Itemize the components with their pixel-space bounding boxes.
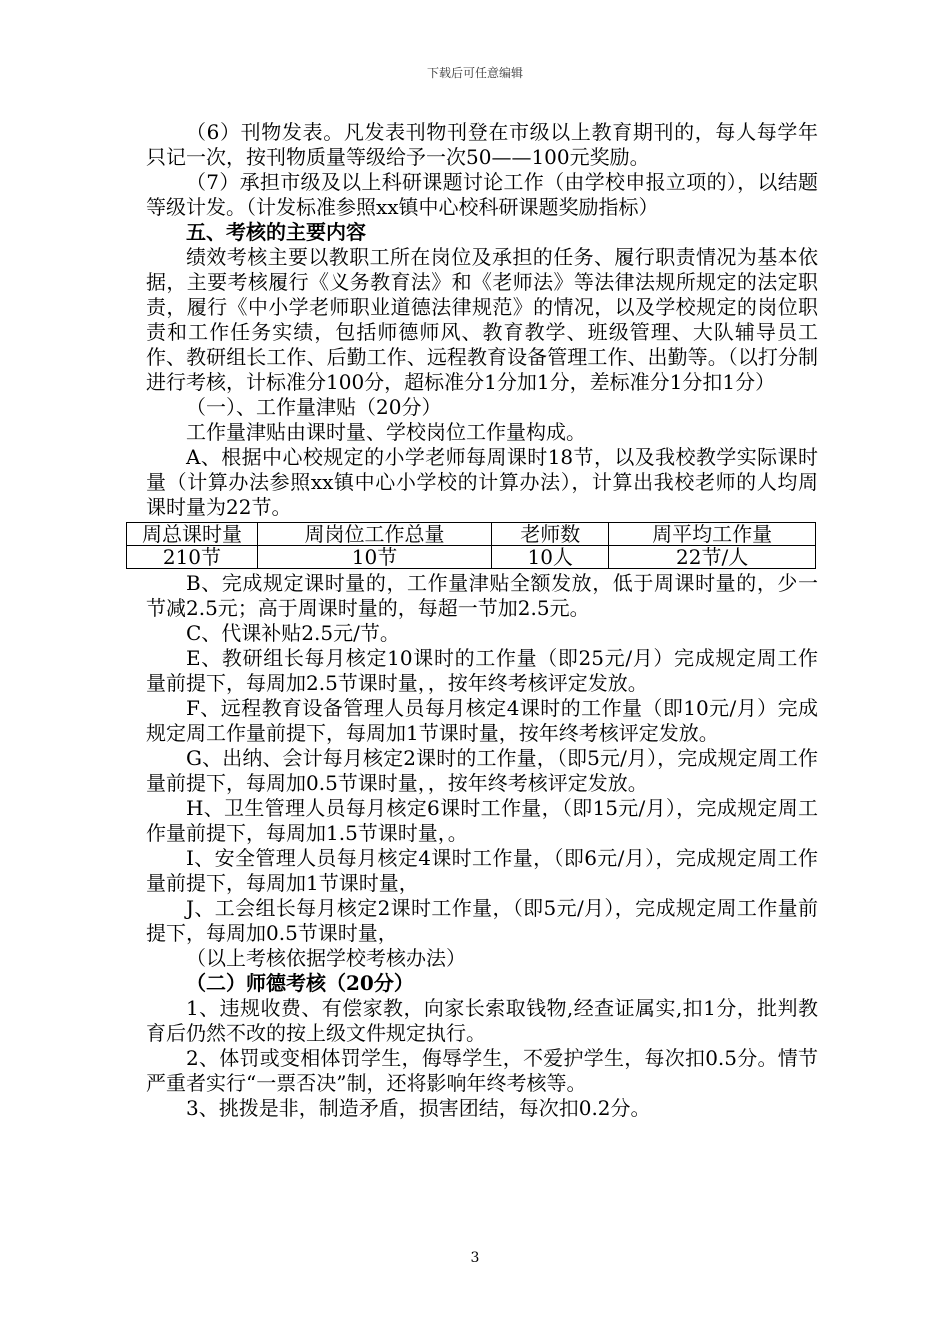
table-row bbox=[127, 546, 816, 569]
ethics-item: 3、挑拨是非，制造矛盾，损害团结，每次扣0.2分。 bbox=[186, 1096, 651, 1120]
table-cell: 10节 bbox=[257, 546, 491, 569]
item-b: B、完成规定课时量的，工作量津贴全额发放，低于周课时量的，少一节减2.5元；高于周课时量的，每超一节加2.5元。 bbox=[146, 571, 818, 620]
document-body bbox=[141, 120, 818, 1121]
table-cell: 22节/人 bbox=[609, 546, 816, 569]
paragraph-publication: （6）刊物发表。凡发表刊物刊登在市级以上教育期刊的，每人每学年只记一次，按刊物质量等级给予一次50——100元奖励。 bbox=[146, 120, 818, 169]
section-intro: 绩效考核主要以教职工所在岗位及承担的任务、履行职责情况为基本依据，主要考核履行《义务教育法》和《老师法》等法律法规所规定的法定职责，履行《中小学老师职业道德法律规范》的情况，以及学校规定的岗位职责和工作任务实绩，包括师德师风、教育教学、班级管理、大队辅导员工作、教研组长工作、后勤工作、远程教育设备管理工作、出勤等。（以打分制进行考核，计标准分100分，超标准分1分加1分，差标准分1分扣1分） bbox=[146, 245, 818, 394]
page-header: 下载后可任意编辑 bbox=[426, 66, 523, 80]
table-header: 老师数 bbox=[492, 523, 609, 546]
assessment-note: （以上考核依据学校考核办法） bbox=[186, 946, 466, 970]
table-header: 周平均工作量 bbox=[609, 523, 816, 546]
subsection-title-ethics: （二）师德考核（20分） bbox=[186, 971, 414, 995]
item-i: I、安全管理人员每月核定4课时工作量，（即6元/月），完成规定周工作量前提下，每周加1节课时量， bbox=[146, 846, 818, 895]
item-e: E、教研组长每月核定10课时的工作量（即25元/月）完成规定周工作量前提下，每周加2.5节课时量，，按年终考核评定发放。 bbox=[146, 646, 818, 695]
ethics-item: 2、体罚或变相体罚学生，侮辱学生，不爱护学生，每次扣0.5分。情节严重者实行“一票否决”制，还将影响年终考核等。 bbox=[146, 1046, 818, 1095]
section-title: 五、考核的主要内容 bbox=[186, 220, 366, 244]
table-header: 周岗位工作总量 bbox=[257, 523, 491, 546]
table-cell: 10人 bbox=[492, 546, 609, 569]
item-a: A、根据中心校规定的小学老师每周课时18节，以及我校教学实际课时量（计算办法参照xx镇中心小学校的计算办法），计算出我校老师的人均周课时量为22节。 bbox=[146, 445, 818, 519]
paragraph-research: （7）承担市级及以上科研课题讨论工作（由学校申报立项的），以结题等级计发。（计发标准参照xx镇中心校科研课题奖励指标） bbox=[146, 170, 818, 219]
item-c: C、代课补贴2.5元/节。 bbox=[186, 621, 400, 645]
item-h: H、卫生管理人员每月核定6课时工作量，（即15元/月），完成规定周工作量前提下，每周加1.5节课时量，。 bbox=[146, 796, 818, 845]
workload-description: 工作量津贴由课时量、学校岗位工作量构成。 bbox=[186, 420, 586, 444]
page-number: 3 bbox=[470, 1250, 480, 1266]
item-g: G、出纳、会计每月核定2课时的工作量，（即5元/月），完成规定周工作量前提下，每周加0.5节课时量，，按年终考核评定发放。 bbox=[146, 746, 818, 795]
item-f: F、远程教育设备管理人员每月核定4课时的工作量（即10元/月）完成规定周工作量前提下，每周加1节课时量，按年终考核评定发放。 bbox=[146, 696, 818, 745]
subsection-title-workload: （一）、工作量津贴（20分） bbox=[186, 395, 442, 419]
item-j: J、工会组长每月核定2课时工作量，（即5元/月），完成规定周工作量前提下，每周加0.5节课时量， bbox=[146, 896, 818, 945]
table-cell: 210节 bbox=[127, 546, 258, 569]
workload-table bbox=[126, 522, 816, 569]
table-header: 周总课时量 bbox=[127, 523, 258, 546]
ethics-item: 1、违规收费、有偿家教，向家长索取钱物,经查证属实,扣1分，批判教育后仍然不改的按上级文件规定执行。 bbox=[146, 996, 818, 1045]
table-header-row bbox=[127, 523, 816, 546]
